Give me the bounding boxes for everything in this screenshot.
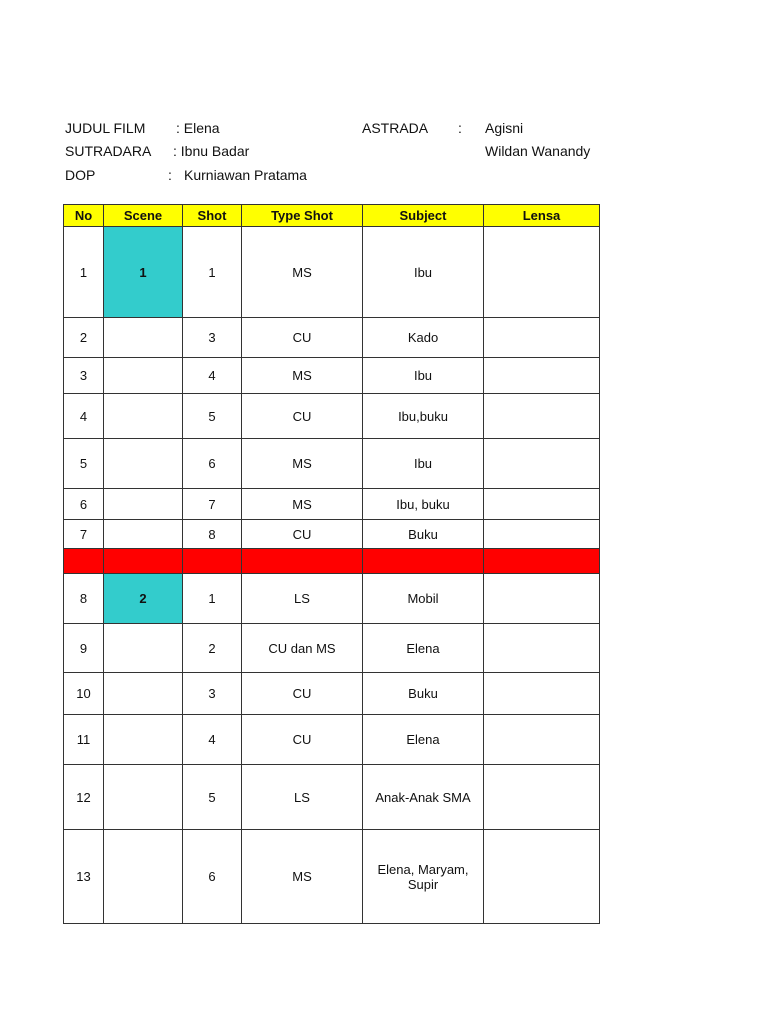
cell-shot: 5 bbox=[183, 394, 242, 439]
cell-lensa bbox=[484, 227, 600, 318]
column-header-lensa: Lensa bbox=[484, 205, 600, 227]
cell-shot: 3 bbox=[183, 318, 242, 358]
dop-label: DOP bbox=[65, 167, 96, 183]
cell-scene bbox=[104, 715, 183, 765]
shot-list-table bbox=[63, 204, 600, 924]
cell-lensa bbox=[484, 673, 600, 715]
cell-scene bbox=[104, 439, 183, 489]
cell-subject: Elena bbox=[363, 624, 484, 673]
cell-shot: 3 bbox=[183, 673, 242, 715]
cell-type-shot: CU dan MS bbox=[242, 624, 363, 673]
astrada-value-2: Wildan Wanandy bbox=[485, 143, 591, 159]
table-row bbox=[64, 624, 600, 673]
cell-no: 5 bbox=[64, 439, 104, 489]
column-header-type-shot: Type Shot bbox=[242, 205, 363, 227]
column-header-shot: Shot bbox=[183, 205, 242, 227]
cell-lensa bbox=[484, 574, 600, 624]
cell-scene bbox=[104, 318, 183, 358]
cell-lensa bbox=[484, 489, 600, 520]
cell-type-shot: LS bbox=[242, 765, 363, 830]
cell-type-shot: CU bbox=[242, 520, 363, 549]
cell-no: 13 bbox=[64, 830, 104, 924]
cell-subject: Elena bbox=[363, 715, 484, 765]
cell-lensa bbox=[484, 765, 600, 830]
cell-type-shot: CU bbox=[242, 394, 363, 439]
cell-subject: Ibu bbox=[363, 439, 484, 489]
cell-no: 10 bbox=[64, 673, 104, 715]
table-row bbox=[64, 830, 600, 924]
table-row bbox=[64, 394, 600, 439]
table-row bbox=[64, 227, 600, 318]
table-row bbox=[64, 520, 600, 549]
column-header-scene: Scene bbox=[104, 205, 183, 227]
cell-lensa bbox=[484, 715, 600, 765]
astrada-colon: : bbox=[458, 120, 462, 136]
cell-type-shot: CU bbox=[242, 673, 363, 715]
cell-scene bbox=[104, 624, 183, 673]
cell-type-shot: CU bbox=[242, 318, 363, 358]
separator-cell bbox=[183, 549, 242, 574]
cell-type-shot: LS bbox=[242, 574, 363, 624]
cell-no: 1 bbox=[64, 227, 104, 318]
cell-subject: Kado bbox=[363, 318, 484, 358]
cell-subject: Ibu,buku bbox=[363, 394, 484, 439]
cell-no: 11 bbox=[64, 715, 104, 765]
column-header-no: No bbox=[64, 205, 104, 227]
cell-type-shot: MS bbox=[242, 358, 363, 394]
separator-cell bbox=[363, 549, 484, 574]
cell-subject: Ibu bbox=[363, 358, 484, 394]
scene-separator-row bbox=[64, 549, 600, 574]
dop-value: Kurniawan Pratama bbox=[184, 167, 307, 183]
cell-no: 3 bbox=[64, 358, 104, 394]
dop-colon: : bbox=[168, 167, 172, 183]
cell-lensa bbox=[484, 624, 600, 673]
cell-shot: 7 bbox=[183, 489, 242, 520]
cell-shot: 2 bbox=[183, 624, 242, 673]
astrada-value-1: Agisni bbox=[485, 120, 524, 136]
cell-no: 8 bbox=[64, 574, 104, 624]
cell-no: 6 bbox=[64, 489, 104, 520]
cell-lensa bbox=[484, 318, 600, 358]
cell-subject: Elena, Maryam, Supir bbox=[363, 830, 484, 924]
cell-type-shot: MS bbox=[242, 439, 363, 489]
cell-no: 9 bbox=[64, 624, 104, 673]
table-row bbox=[64, 765, 600, 830]
cell-scene bbox=[104, 358, 183, 394]
cell-scene bbox=[104, 765, 183, 830]
separator-cell bbox=[64, 549, 104, 574]
cell-scene: 1 bbox=[104, 227, 183, 318]
cell-scene bbox=[104, 673, 183, 715]
table-row bbox=[64, 715, 600, 765]
cell-no: 2 bbox=[64, 318, 104, 358]
cell-lensa bbox=[484, 520, 600, 549]
sutradara-value: : Ibnu Badar bbox=[173, 143, 250, 159]
cell-type-shot: CU bbox=[242, 715, 363, 765]
cell-shot: 5 bbox=[183, 765, 242, 830]
separator-cell bbox=[484, 549, 600, 574]
cell-shot: 6 bbox=[183, 439, 242, 489]
cell-type-shot: MS bbox=[242, 227, 363, 318]
cell-scene bbox=[104, 489, 183, 520]
cell-no: 7 bbox=[64, 520, 104, 549]
judul-film-label: JUDUL FILM bbox=[65, 120, 146, 136]
cell-no: 4 bbox=[64, 394, 104, 439]
cell-type-shot: MS bbox=[242, 489, 363, 520]
cell-shot: 4 bbox=[183, 358, 242, 394]
table-row bbox=[64, 358, 600, 394]
table-row bbox=[64, 574, 600, 624]
cell-shot: 8 bbox=[183, 520, 242, 549]
table-header-row bbox=[64, 205, 600, 227]
cell-lensa bbox=[484, 439, 600, 489]
cell-type-shot: MS bbox=[242, 830, 363, 924]
cell-subject: Ibu, buku bbox=[363, 489, 484, 520]
cell-shot: 4 bbox=[183, 715, 242, 765]
cell-lensa bbox=[484, 358, 600, 394]
cell-lensa bbox=[484, 830, 600, 924]
cell-scene bbox=[104, 830, 183, 924]
cell-no: 12 bbox=[64, 765, 104, 830]
cell-shot: 1 bbox=[183, 227, 242, 318]
cell-subject: Anak-Anak SMA bbox=[363, 765, 484, 830]
cell-scene bbox=[104, 520, 183, 549]
cell-shot: 6 bbox=[183, 830, 242, 924]
cell-scene: 2 bbox=[104, 574, 183, 624]
cell-subject: Mobil bbox=[363, 574, 484, 624]
table-row bbox=[64, 489, 600, 520]
table-row bbox=[64, 318, 600, 358]
table-row bbox=[64, 439, 600, 489]
cell-subject: Buku bbox=[363, 673, 484, 715]
cell-subject: Buku bbox=[363, 520, 484, 549]
table-row bbox=[64, 673, 600, 715]
separator-cell bbox=[242, 549, 363, 574]
astrada-label: ASTRADA bbox=[362, 120, 429, 136]
cell-lensa bbox=[484, 394, 600, 439]
column-header-subject: Subject bbox=[363, 205, 484, 227]
cell-shot: 1 bbox=[183, 574, 242, 624]
separator-cell bbox=[104, 549, 183, 574]
sutradara-label: SUTRADARA bbox=[65, 143, 152, 159]
cell-subject: Ibu bbox=[363, 227, 484, 318]
judul-film-value: : Elena bbox=[176, 120, 220, 136]
cell-scene bbox=[104, 394, 183, 439]
